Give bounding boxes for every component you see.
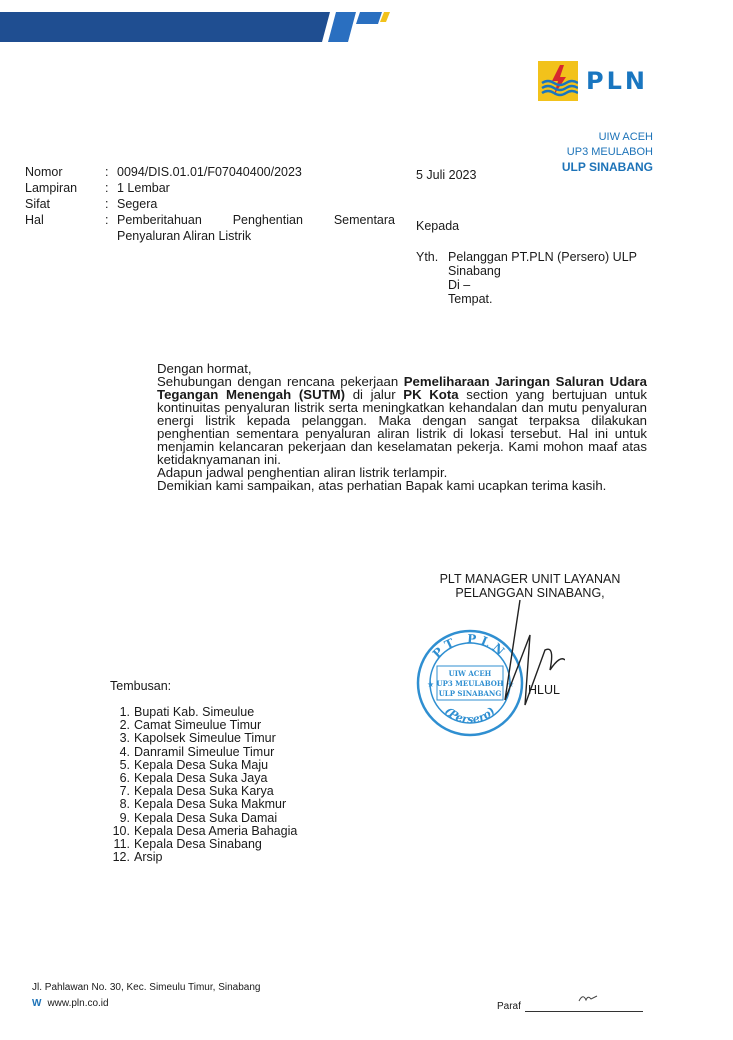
body-bold-text: Pemeliharaan Jaringan Saluran Udara Tegangan Menengah (SUTM) — [157, 374, 647, 402]
pln-logo — [538, 60, 658, 102]
unit-line-bold: ULP SINABANG — [561, 160, 653, 174]
list-item: 10. Kepala Desa Ameria Bahagia — [112, 823, 298, 838]
paraf-field — [497, 1001, 643, 1012]
paraf-line — [525, 1001, 643, 1012]
meta-row-nomor: Nomor : 0094/DIS.01.01/F07040400/2023 — [25, 165, 302, 179]
recipient-label: Kepada — [416, 219, 460, 233]
tembusan-list — [110, 706, 297, 864]
list-item: 3. Kapolsek Simeulue Timur — [119, 731, 276, 746]
footer-website — [32, 998, 109, 1009]
svg-text:UP3 MEULABOH: UP3 MEULABOH — [436, 679, 504, 688]
list-item: 1. Bupati Kab. Simeulue — [119, 705, 255, 719]
svg-text:★: ★ — [427, 680, 435, 689]
svg-text:ULP SINABANG: ULP SINABANG — [438, 689, 502, 698]
letter-date: 5 Juli 2023 — [416, 168, 477, 182]
unit-line: UIW ACEH — [598, 131, 653, 143]
pln-logo-mark-icon — [538, 61, 578, 101]
body-paragraph-2: Adapun jadwal penghentian aliran listrik terlampir. — [157, 465, 448, 480]
recipient-line: Pelanggan PT.PLN (Persero) ULP Sinabang — [448, 250, 637, 278]
recipient-address — [416, 250, 666, 306]
list-item: 2. Camat Simeulue Timur — [119, 718, 262, 733]
list-item: 6. Kepala Desa Suka Jaya — [119, 771, 268, 786]
letter-body — [157, 362, 647, 492]
signature-title-line: PELANGGAN SINABANG, — [455, 586, 605, 600]
signature-scribble — [485, 595, 565, 715]
greeting: Dengan hormat, — [157, 361, 252, 376]
list-item: 8. Kepala Desa Suka Makmur — [119, 797, 287, 812]
meta-value: Pemberitahuan Penghentian Sementara Penyaluran Aliran Listrik — [117, 213, 395, 243]
meta-value: Segera — [117, 197, 158, 211]
signature-title-line: PLT MANAGER UNIT LAYANAN — [439, 572, 621, 586]
meta-label: Lampiran — [25, 181, 78, 195]
paraf-label: Paraf — [497, 1001, 521, 1012]
meta-value: 0094/DIS.01.01/F07040400/2023 — [117, 165, 302, 179]
meta-label: Hal — [25, 213, 44, 227]
svg-text:★: ★ — [507, 680, 515, 689]
footer-address: Jl. Pahlawan No. 30, Kec. Simeulu Timur, Sinabang — [32, 982, 261, 993]
list-item: 12. Arsip — [112, 850, 163, 865]
web-icon: W — [32, 998, 42, 1009]
svg-text:(Persero): (Persero) — [442, 704, 498, 727]
svg-text:UIW ACEH: UIW ACEH — [448, 669, 492, 678]
list-item: 11. Kepala Desa Sinabang — [113, 837, 262, 852]
initial-scribble-icon — [577, 991, 599, 1005]
tembusan-title: Tembusan: — [110, 679, 172, 693]
signer-name: HLUL — [528, 683, 560, 697]
unit-line: UP3 MEULABOH — [566, 146, 653, 158]
brand-name: PLN — [586, 67, 648, 95]
body-paragraph-3: Demikian kami sampaikan, atas perhatian Bapak kami ucapkan terima kasih. — [157, 478, 607, 493]
meta-label: Sifat — [25, 197, 51, 211]
list-item: 7. Kepala Desa Suka Karya — [119, 784, 274, 799]
meta-label: Nomor — [25, 165, 63, 179]
meta-row-hal: Hal : Pemberitahuan Penghentian Sementara Penyaluran Aliran Listrik — [25, 213, 395, 243]
unit-info — [562, 130, 653, 175]
recipient-prefix: Yth. — [416, 250, 439, 264]
recipient-line: Tempat. — [448, 292, 493, 306]
letter-meta — [25, 164, 395, 244]
list-item: 9. Kepala Desa Suka Damai — [119, 810, 278, 825]
header-stripe — [0, 0, 733, 45]
meta-row-lampiran: Lampiran : 1 Lembar — [25, 181, 170, 195]
meta-row-sifat: Sifat : Segera — [25, 197, 158, 211]
list-item: 4. Danramil Simeulue Timur — [119, 744, 275, 759]
website-link[interactable]: www.pln.co.id — [47, 998, 109, 1009]
svg-text:PT PLN: PT PLN — [429, 631, 511, 661]
recipient-line: Di – — [448, 278, 471, 292]
list-item: 5. Kepala Desa Suka Maju — [119, 757, 269, 772]
meta-value: 1 Lembar — [117, 181, 170, 195]
body-bold-text: PK Kota — [403, 387, 459, 402]
body-paragraph-1: Sehubungan dengan rencana pekerjaan Pemeliharaan Jaringan Saluran Udara Tegangan Menengah (SUTM) di jalur PK Kota section yang bertujuan untuk kontinuitas penyaluran listrik serta meningkatkan kehandalan dan mutu penyaluran energi listrik kepada pelanggan. Maka dengan sangat terpaksa dilakukan penghentian sementara penyaluran aliran listrik di lokasi tersebut. Hal ini untuk menjamin kelancaran pekerjaan dan keselamatan pekerja. Kami mohon maaf atas ketidaknyamanan ini. — [157, 374, 647, 467]
